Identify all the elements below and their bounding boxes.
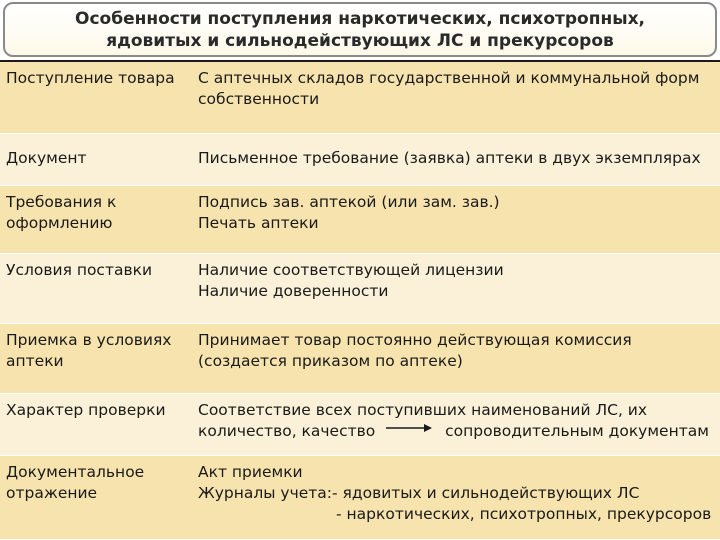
table-row [0,455,720,540]
table-row [0,133,720,185]
row-value: Наличие соответствующей лицензии Наличие доверенности [190,253,720,323]
right-arrow-icon [386,423,432,433]
table-row [0,185,720,253]
row-label: Документ [0,133,190,185]
row-label: Характер проверки [0,393,190,455]
check-text-1: количество, качество [198,421,376,440]
check-text-2: сопроводительным документам [445,421,709,440]
row-value: Подпись зав. аптекой (или зам. зав.) Печать аптеки [190,185,720,253]
row-value: Принимает товар постоянно действующая комиссия (создается приказом по аптеке) [190,323,720,393]
row-value: Акт приемки Журналы учета:- ядовитых и сильнодействующих ЛС - наркотических, психотропных, прекурсоров [190,455,720,540]
row-label: Приемка в условиях аптеки [0,323,190,393]
row-value: Письменное требование (заявка) аптеки в двух экземплярах [190,133,720,185]
info-table [0,60,720,540]
row-value: Соответствие всех поступивших наименований ЛС, их количество, качество сопроводительным документам [190,393,720,455]
table-row [0,393,720,455]
slide-title [3,2,717,57]
row-label: Условия поставки [0,253,190,323]
row-label: Поступление товара [0,61,190,133]
row-value: С аптечных складов государственной и коммунальной форм собственности [190,61,720,133]
row-label: Требования к оформлению [0,185,190,253]
title-line-2: ядовитых и сильнодействующих ЛС и прекурсоров [106,30,614,51]
table-row [0,61,720,133]
title-line-1: Особенности поступления наркотических, психотропных, [75,8,645,29]
table-row [0,253,720,323]
table-row [0,323,720,393]
row-label: Документальное отражение [0,455,190,540]
